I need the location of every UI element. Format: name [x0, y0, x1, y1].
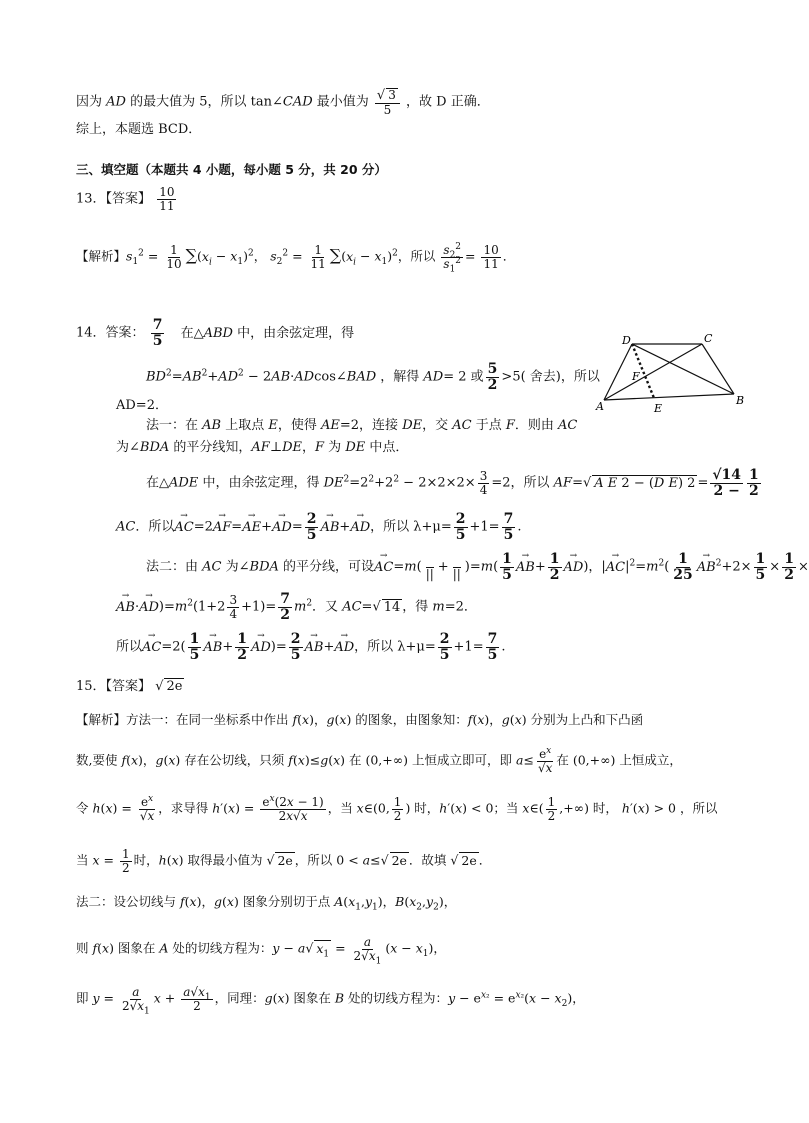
- q14-line-2: AD=2．: [116, 398, 168, 413]
- q14-method1-c: 在△ADE 中，由余弦定理，得 $DE^2=2^2+2^2 - 2\times 2\times 2\times$ $\frac{3}{4}$ =2，所以 AF=√ A E 2 − (D E) 2 = $\frac{√14}{2 -}$ $\frac{1}{2}$: [146, 467, 759, 499]
- label-e: E: [654, 402, 663, 415]
- q14-method1-d: AC．所以→ AC=2→ AF=→ AE+→ AD= $\frac{2}{5}$ → AB+→ AD，所以 λ+μ= $\frac{2}{5}$ +1= $\frac{7}{5}$ .: [116, 512, 521, 542]
- q13-answer-fraction: $\frac{10}{11}$: [159, 185, 175, 213]
- q14-answer-fraction: $\frac{7}{5}$: [152, 317, 163, 349]
- q14-method1-a: 法一：在 AB 上取点 E，使得 AE=2，连接 DE，交 AC 于点 F．则由 AC: [146, 418, 578, 433]
- q14-method2-c: 所以→ AC=2( $\frac{1}{5}$ → AB+ $\frac{1}{2}$ → AD)= $\frac{2}{5}$ → AB+→ AD，所以 λ+μ= $\frac{2}{5}$ +1= $\frac{7}{5}$ .: [116, 632, 505, 662]
- label-b: B: [736, 394, 745, 407]
- q15-analysis-3: 令 h(x) = $\frac{e^x}{√x}$ ，求导得 h′(x) = $\frac{e^x(2x - 1)}{2x√x}$ ，当 x∈(0, $\frac{1}{2}$ ) 时，h′(x) < 0；当 x∈( $\frac{1}{2}$ ,+∞) 时， h′(x) > 0 ，所以: [76, 794, 718, 823]
- q14-method2-a: 法二：由 AC 为∠BDA 的平分线，可设→ AC=m( || + || )=m( $\frac{1}{5}$ → AB+ $\frac{1}{2}$ → AD)，|→ $AC|^2=m^2$( $\frac{1}{25}$ → $AB^2+2\times$ $\frac{1}{5}$ × $\frac{1}{2}$ ×: [146, 552, 809, 582]
- q13-analysis: 【解析】$s_1^2$ = $\frac{1}{10}$ $\sum(x_i - x_1)^2$， $s_2^2$ = $\frac{1}{11}$ $\sum(x_i - x_1)^2$，所以 $\frac{s_2^2}{s_1^2}$ = $\frac{10}{11}$ ．: [76, 242, 516, 274]
- section-heading: 三、填空题（本题共 4 小题，每小题 5 分，共 20 分）: [76, 162, 387, 177]
- q15-analysis-2: 数,要使 f(x)，g(x) 存在公切线，只须 f(x)≤g(x) 在 (0,+∞) 上恒成立即可，即 a≤ $\frac{e^x}{√x}$ 在 (0,+∞) 上恒成立，: [76, 746, 682, 775]
- fraction-sqrt3-over-5: $\frac{√ 3}{5}$: [375, 88, 400, 116]
- q14-answer: 14．答案： $\frac{7}{5}$ 在△ABD 中，由余弦定理，得: [76, 317, 355, 349]
- q15-method2-2: 则 f(x) 图象在 A 处的切线方程为：y − a√ $x_1$ = $\frac{a}{2√x_1}$ $(x - x_1)$，: [76, 935, 446, 966]
- q14-method2-b: → $AB\cdot\to AD)=m^2(1+2$ $\frac{3}{4}$ +1)= $\frac{7}{2}$ $m^2$．又 AC=√ 14 ，得 m=2．: [116, 592, 477, 622]
- edge-ab: [604, 394, 734, 400]
- label-d: D: [622, 334, 631, 347]
- q15-method2-3: 即 y = $\frac{a}{2√x_1}$ x + $\frac{a√x_1}{2}$ ，同理：g(x) 图象在 B 处的切线方程为：$y - e^{x_2} = e^{x_2}(x - x_2)$，: [76, 985, 585, 1016]
- q15-analysis-1: 【解析】方法一：在同一坐标系中作出 f(x)，g(x) 的图象，由图象知：f(x)，g(x) 分别为上凸和下凸函: [76, 712, 644, 727]
- conclusion-line-2: 综上，本题选 BCD．: [76, 122, 202, 137]
- q14-line-1: $BD^2=AB^2+AD^2$ − 2AB·ADcos∠BAD ，解得 AD= 2 或 $\frac{5}{2}$ >5( 舍去)，所以: [146, 361, 600, 393]
- label-f: F: [632, 370, 640, 383]
- q14-figure: [590, 330, 750, 420]
- q15-method2-1: 法二：设公切线与 f(x)，g(x) 图象分别切于点 $A(x_1,y_1)$，$B(x_2,y_2)$，: [76, 894, 457, 913]
- q14-method1-b: 为∠BDA 的平分线知，AF⊥DE，F 为 DE 中点．: [116, 440, 409, 455]
- q15-answer: 15．【答案】 √ 2e: [76, 679, 183, 694]
- label-c: C: [704, 332, 713, 345]
- q13-answer: 13．【答案】 $\frac{10}{11}$: [76, 185, 175, 213]
- conclusion-line-1: 因为 AD 的最大值为 5，所以 tan∠CAD 最小值为 $\frac{√ 3}{5}$ ，故 D 正确．: [76, 88, 490, 117]
- label-a: A: [596, 400, 604, 413]
- q15-analysis-4: 当 x = $\frac{1}{2}$ 时，h(x) 取得最小值为 √ 2e ，所以 0 < a≤√ 2e ．故填 √ 2e ．: [76, 847, 492, 875]
- diagonal-ac: [604, 344, 702, 400]
